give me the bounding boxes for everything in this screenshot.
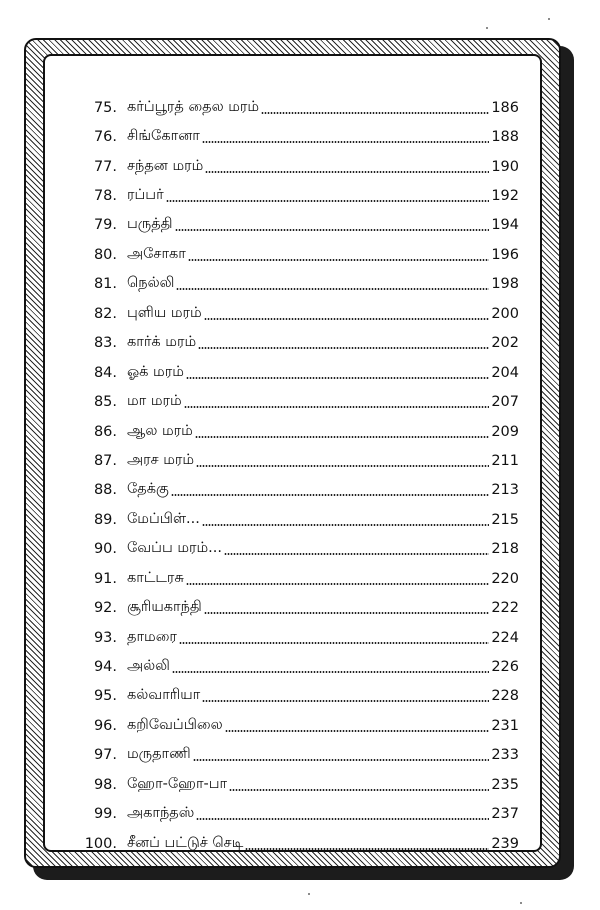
paper-speck (548, 18, 550, 20)
toc-entry-number: 98. (93, 776, 117, 793)
toc-entry (45, 476, 540, 505)
toc-entry-page: 211 (491, 452, 519, 469)
toc-entry (45, 564, 540, 593)
toc-entry (45, 711, 540, 740)
toc-entry-page: 237 (491, 806, 519, 823)
toc-entry-title: காட்டரசு (127, 569, 184, 586)
toc-entry-title: தேக்கு (127, 481, 169, 498)
toc-entry-title: கறிவேப்பிலை (127, 716, 223, 733)
toc-entry-page: 188 (491, 129, 519, 146)
dot-leader (245, 848, 489, 850)
toc-entry-title: ஹோ-ஹோ-பா (127, 775, 228, 792)
toc-entry-page: 224 (491, 629, 519, 646)
toc-entry-page: 220 (491, 570, 519, 587)
toc-entry-number: 84. (93, 364, 117, 381)
toc-entry-number: 81. (93, 276, 117, 293)
toc-entry-number: 88. (93, 482, 117, 499)
toc-entry (45, 329, 540, 358)
toc-entry-page: 231 (491, 717, 519, 734)
dot-leader (198, 347, 489, 349)
toc-entry (45, 505, 540, 534)
toc-entry-page: 215 (491, 511, 519, 528)
toc-entry-number: 95. (93, 688, 117, 705)
toc-entry-title: பருத்தி (127, 216, 173, 233)
toc-entry (45, 682, 540, 711)
toc-entry-number: 97. (93, 747, 117, 764)
dot-leader (195, 436, 490, 438)
dot-leader (202, 524, 489, 526)
toc-entry-page: 222 (491, 600, 519, 617)
toc-entry-title: கார்க் மரம் (127, 334, 197, 351)
contents-panel (43, 54, 542, 852)
paper-speck (486, 27, 488, 29)
toc-entry (45, 770, 540, 799)
dot-leader (202, 700, 489, 702)
toc-entry-title: சூரியகாந்தி (127, 599, 202, 616)
toc-entry (45, 417, 540, 446)
toc-entry-title: ஓக் மரம் (127, 363, 184, 380)
dot-leader (261, 112, 489, 114)
toc-entry-title: கர்ப்பூரத் தைல மரம் (127, 98, 260, 115)
dot-leader (188, 259, 489, 261)
dot-leader (179, 642, 489, 644)
toc-entry-number: 86. (93, 423, 117, 440)
toc-entry-title: தாமரை (127, 628, 177, 645)
toc-entry-number: 85. (93, 394, 117, 411)
dot-leader (184, 406, 490, 408)
dot-leader (229, 789, 489, 791)
toc-entry-title: ரப்பர் (127, 187, 164, 204)
toc-entry-number: 89. (93, 511, 117, 528)
toc-entry-page: 235 (491, 776, 519, 793)
toc-entry (45, 240, 540, 269)
toc-entry (45, 741, 540, 770)
toc-entry (45, 270, 540, 299)
toc-entry-page: 207 (491, 394, 519, 411)
toc-entry-page: 196 (491, 246, 519, 263)
toc-entry-number: 99. (93, 806, 117, 823)
toc-entry (45, 800, 540, 829)
dot-leader (196, 818, 489, 820)
toc-entry (45, 387, 540, 416)
toc-entry (45, 829, 540, 858)
dot-leader (202, 141, 489, 143)
toc-entry-title: சிங்கோனா (127, 128, 200, 145)
toc-entry-title: வேப்ப மரம்... (127, 540, 223, 557)
dot-leader (205, 171, 489, 173)
dot-leader (176, 288, 489, 290)
toc-entry-title: மா மரம் (127, 393, 182, 410)
toc-entry-number: 77. (93, 158, 117, 175)
toc-entry-title: சந்தன மரம் (127, 157, 204, 174)
toc-entry-page: 209 (491, 423, 519, 440)
toc-entry-number: 87. (93, 452, 117, 469)
toc-entry-page: 202 (491, 335, 519, 352)
toc-entry-number: 96. (93, 717, 117, 734)
dot-leader (186, 377, 489, 379)
dot-leader (225, 730, 490, 732)
toc-entry-title: அசோகா (127, 245, 186, 262)
toc-entry-page: 190 (491, 158, 519, 175)
toc-entry-title: புளிய மரம் (127, 304, 202, 321)
toc-entry (45, 446, 540, 475)
toc-entry-page: 213 (491, 482, 519, 499)
dot-leader (204, 318, 490, 320)
toc-entry-page: 228 (491, 688, 519, 705)
toc-entry (45, 181, 540, 210)
toc-entry-title: அரச மரம் (127, 451, 195, 468)
toc-entry-number: 92. (93, 600, 117, 617)
toc-entry-title: சீனப் பட்டுச் செடி (127, 834, 244, 851)
toc-entry-number: 91. (93, 570, 117, 587)
toc-entry-number: 78. (93, 188, 117, 205)
toc-entry-number: 90. (93, 541, 117, 558)
toc-entry-page: 194 (491, 217, 519, 234)
dot-leader (175, 229, 490, 231)
toc-entry-page: 218 (491, 541, 519, 558)
dot-leader (172, 671, 489, 673)
toc-entry-page: 239 (491, 835, 519, 852)
toc-entry (45, 211, 540, 240)
toc-entry-number: 75. (93, 99, 117, 116)
dot-leader (166, 200, 490, 202)
toc-entry-number: 79. (93, 217, 117, 234)
toc-entry-title: மருதாணி (127, 746, 191, 763)
table-of-contents (45, 93, 540, 858)
toc-entry (45, 299, 540, 328)
toc-entry-page: 204 (491, 364, 519, 381)
toc-entry (45, 358, 540, 387)
toc-entry (45, 623, 540, 652)
toc-entry-number: 94. (93, 659, 117, 676)
toc-entry-page: 200 (491, 305, 519, 322)
toc-entry-number: 82. (93, 305, 117, 322)
toc-entry-title: மேப்பிள்... (127, 510, 200, 527)
dot-leader (193, 759, 490, 761)
toc-entry-number: 100. (84, 835, 117, 852)
toc-entry-page: 233 (491, 747, 519, 764)
toc-entry-title: கல்வாரியா (127, 687, 201, 704)
toc-entry-number: 76. (93, 129, 117, 146)
toc-entry-title: ஆல மரம் (127, 422, 193, 439)
toc-entry-page: 192 (491, 188, 519, 205)
toc-entry-number: 93. (93, 629, 117, 646)
toc-entry (45, 535, 540, 564)
toc-entry-title: நெல்லி (127, 275, 175, 292)
dot-leader (186, 583, 489, 585)
toc-entry (45, 152, 540, 181)
toc-entry-page: 226 (491, 659, 519, 676)
toc-entry-number: 80. (93, 246, 117, 263)
paper-speck (308, 893, 310, 895)
toc-entry (45, 593, 540, 622)
toc-entry-title: அகாந்தஸ் (127, 805, 195, 822)
dot-leader (204, 612, 490, 614)
toc-entry (45, 652, 540, 681)
dot-leader (196, 465, 489, 467)
dot-leader (171, 494, 489, 496)
dot-leader (224, 553, 489, 555)
toc-entry-page: 198 (491, 276, 519, 293)
toc-entry (45, 122, 540, 151)
toc-entry-page: 186 (491, 99, 519, 116)
toc-entry (45, 93, 540, 122)
toc-entry-number: 83. (93, 335, 117, 352)
page-border (24, 38, 561, 868)
paper-speck (520, 902, 522, 904)
toc-entry-title: அல்லி (127, 658, 170, 675)
